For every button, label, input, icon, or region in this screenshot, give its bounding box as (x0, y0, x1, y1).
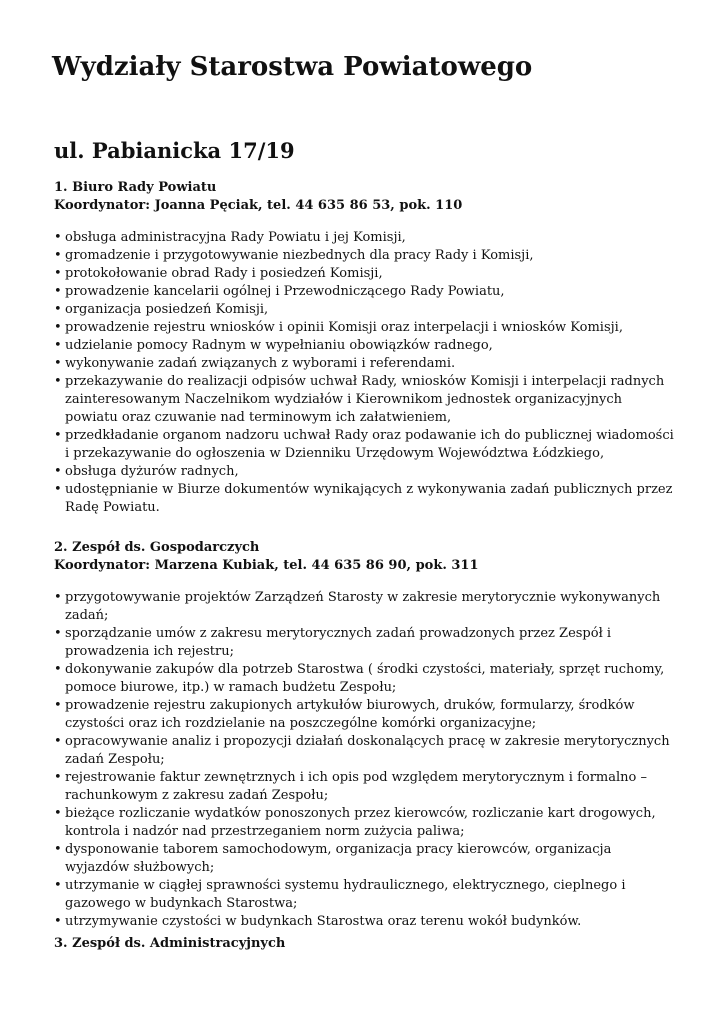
list-item: • dokonywanie zakupów dla potrzeb Starostwa ( środki czystości, materiały, sprzęt ruchomy, pomoce biurowe, itp.) w ramach budżetu Zespołu; (54, 661, 674, 697)
section-administracyjny (54, 935, 674, 953)
list-item: • utrzymywanie czystości w budynkach Starostwa oraz terenu wokół budynków. (54, 913, 674, 931)
list-item: • obsługa administracyjna Rady Powiatu i jej Komisji, (54, 229, 674, 247)
address-heading: ul. Pabianicka 17/19 (54, 138, 295, 163)
section-heading: 3. Zespół ds. Administracyjnych (54, 936, 286, 951)
list-item: • przygotowywanie projektów Zarządzeń Starosty w zakresie merytorycznie wykonywanych zadań; (54, 589, 674, 625)
section-coordinator: Koordynator: Joanna Pęciak, tel. 44 635 86 53, pok. 110 (54, 198, 463, 213)
section-heading: 2. Zespół ds. Gospodarczych (54, 540, 260, 555)
list-item: • obsługa dyżurów radnych, (54, 463, 674, 481)
list-item: • przedkładanie organom nadzoru uchwał Rady oraz podawanie ich do publicznej wiadomości i przekazywanie do ogłoszenia w Dzienniku Urzędowym Województwa Łódzkiego, (54, 427, 674, 463)
list-item: • opracowywanie analiz i propozycji działań doskonalących pracę w zakresie merytorycznych zadań Zespołu; (54, 733, 674, 769)
list-item: • rejestrowanie faktur zewnętrznych i ich opis pod względem merytorycznym i formalno – rachunkowym z zakresu zadań Zespołu; (54, 769, 674, 805)
list-item: • bieżące rozliczanie wydatków ponoszonych przez kierowców, rozliczanie kart drogowych, kontrola i nadzór nad przestrzeganiem norm zużycia paliwa; (54, 805, 674, 841)
duties-list (54, 229, 674, 517)
list-item: • organizacja posiedzeń Komisji, (54, 301, 674, 319)
duties-list (54, 589, 674, 931)
list-item: • sporządzanie umów z zakresu merytorycznych zadań prowadzonych przez Zespół i prowadzenia ich rejestru; (54, 625, 674, 661)
list-item: • udzielanie pomocy Radnym w wypełnianiu obowiązków radnego, (54, 337, 674, 355)
list-item: • wykonywanie zadań związanych z wyborami i referendami. (54, 355, 674, 373)
list-item: • prowadzenie kancelarii ogólnej i Przewodniczącego Rady Powiatu, (54, 283, 674, 301)
section-biuro-rady (54, 179, 674, 517)
list-item: • dysponowanie taborem samochodowym, organizacja pracy kierowców, organizacja wyjazdów służbowych; (54, 841, 674, 877)
list-item: • prowadzenie rejestru wniosków i opinii Komisji oraz interpelacji i wniosków Komisji, (54, 319, 674, 337)
page-title: Wydziały Starostwa Powiatowego (52, 52, 533, 82)
list-item: • przekazywanie do realizacji odpisów uchwał Rady, wniosków Komisji i interpelacji radnych zainteresowanym Naczelnikom wydziałów i Kierownikom jednostek organizacyjnych powiatu oraz czuwanie nad terminowym ich załatwieniem, (54, 373, 674, 427)
list-item: • gromadzenie i przygotowywanie niezbednych dla pracy Rady i Komisji, (54, 247, 674, 265)
list-item: • udostępnianie w Biurze dokumentów wynikających z wykonywania zadań publicznych przez Radę Powiatu. (54, 481, 674, 517)
list-item: • utrzymanie w ciągłej sprawności systemu hydraulicznego, elektrycznego, cieplnego i gazowego w budynkach Starostwa; (54, 877, 674, 913)
section-coordinator: Koordynator: Marzena Kubiak, tel. 44 635 86 90, pok. 311 (54, 558, 479, 573)
list-item: • prowadzenie rejestru zakupionych artykułów biurowych, druków, formularzy, środków czystości oraz ich rozdzielanie na poszczególne komórki organizacyjne; (54, 697, 674, 733)
section-gospodarczy (54, 539, 674, 931)
list-item: • protokołowanie obrad Rady i posiedzeń Komisji, (54, 265, 674, 283)
section-heading: 1. Biuro Rady Powiatu (54, 180, 217, 195)
